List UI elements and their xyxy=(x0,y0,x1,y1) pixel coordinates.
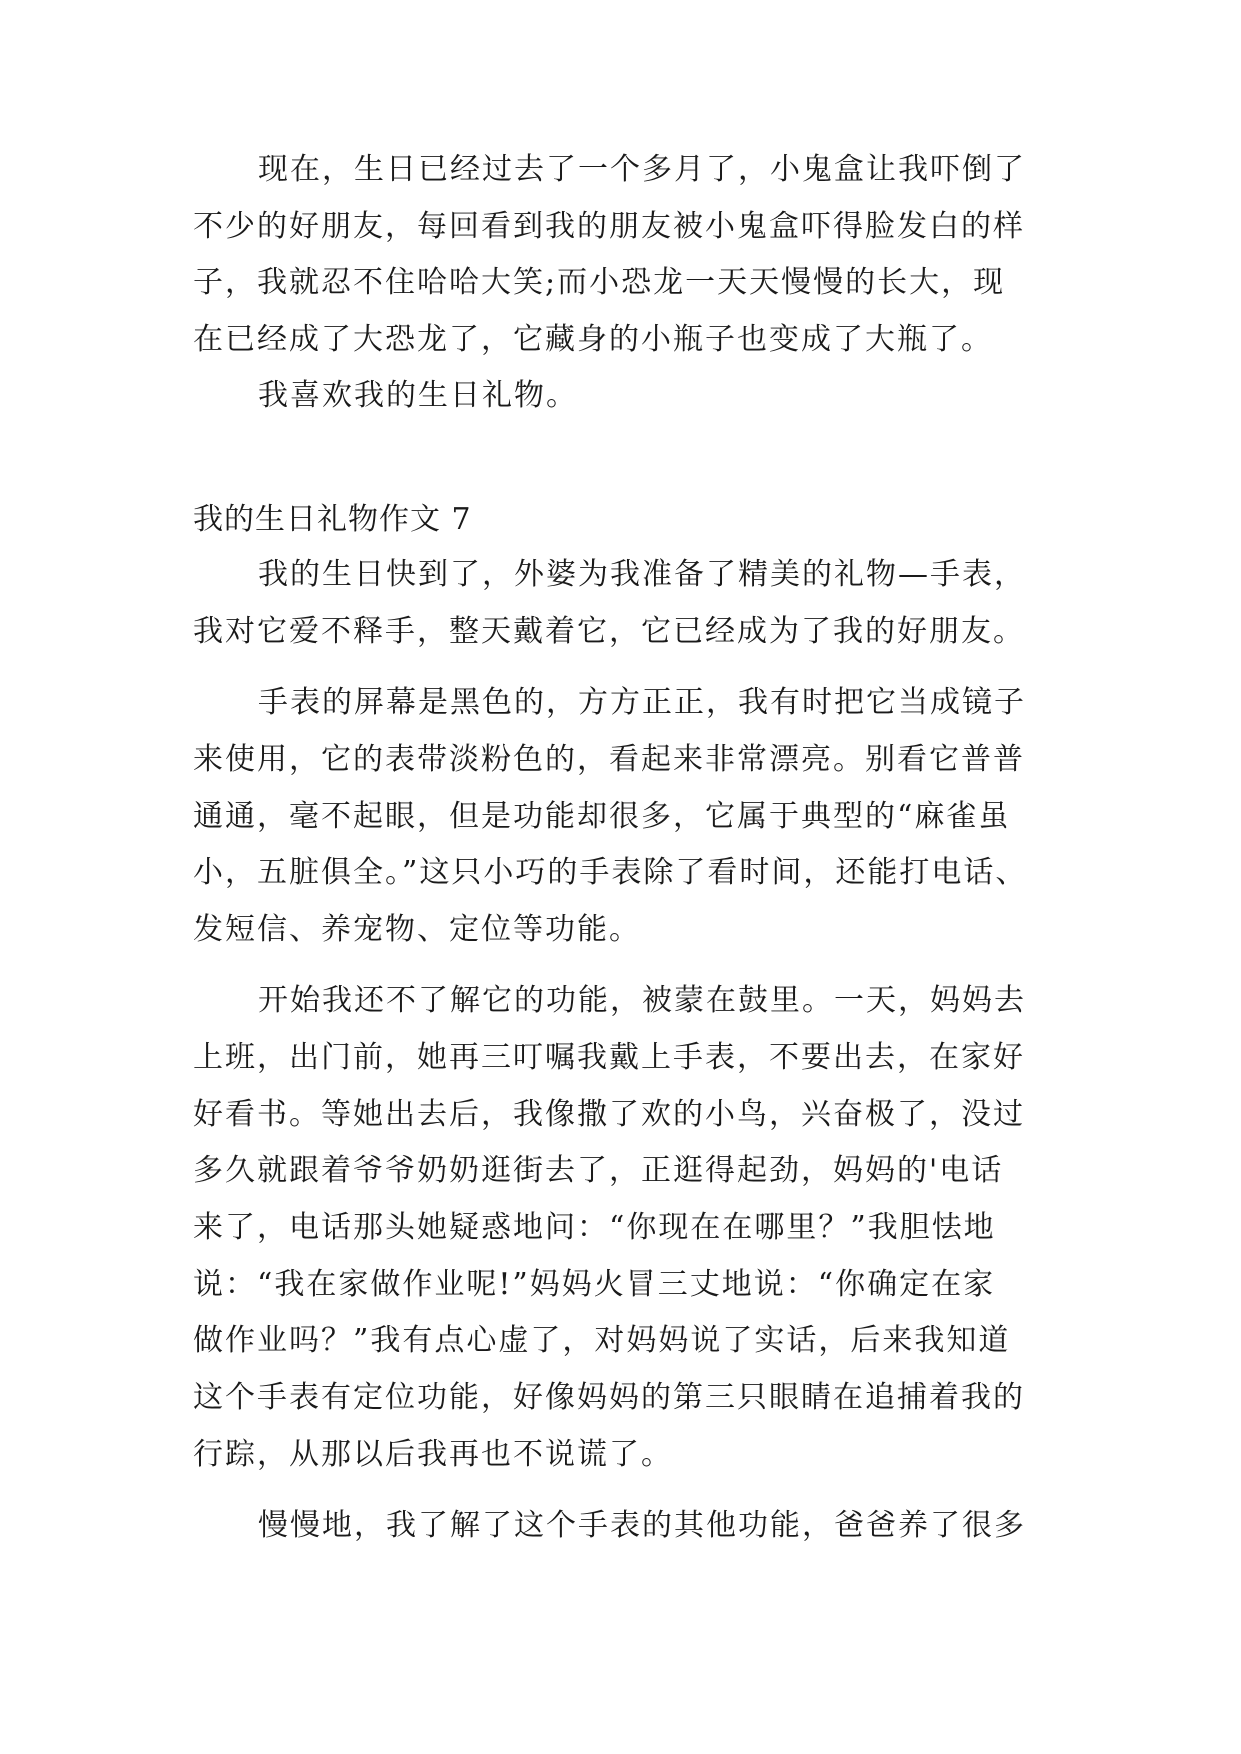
paragraph-line: 现在，生日已经过去了一个多月了，小鬼盒让我吓倒了 xyxy=(258,152,1026,187)
paragraph-line: 好看书。等她出去后，我像撒了欢的小鸟，兴奋极了，没过 xyxy=(193,1097,1025,1132)
paragraph-line: 做作业吗？”我有点心虚了，对妈妈说了实话，后来我知道 xyxy=(193,1323,1011,1358)
paragraph-line: 多久就跟着爷爷奶奶逛街去了，正逛得起劲，妈妈的'电话 xyxy=(193,1153,1004,1188)
paragraph-line: 不少的好朋友，每回看到我的朋友被小鬼盒吓得脸发白的样 xyxy=(193,209,1025,244)
paragraph-line: 来了，电话那头她疑惑地问：“你现在在哪里？”我胆怯地 xyxy=(193,1210,996,1245)
paragraph-line: 通通，毫不起眼，但是功能却很多，它属于典型的“麻雀虽 xyxy=(193,799,1011,834)
paragraph-line: 慢慢地，我了解了这个手表的其他功能，爸爸养了很多 xyxy=(258,1508,1026,1543)
paragraph-line: 手表的屏幕是黑色的，方方正正，我有时把它当成镜子 xyxy=(258,685,1026,720)
section-title: 我的生日礼物作文 7 xyxy=(193,502,472,537)
paragraph-line: 上班，出门前，她再三叮嘱我戴上手表，不要出去，在家好 xyxy=(193,1040,1025,1075)
paragraph-line: 我喜欢我的生日礼物。 xyxy=(258,378,578,413)
paragraph-line: 来使用，它的表带淡粉色的，看起来非常漂亮。别看它普普 xyxy=(193,742,1025,777)
paragraph-line: 我的生日快到了，外婆为我准备了精美的礼物—手表， xyxy=(258,557,1026,592)
paragraph-line: 开始我还不了解它的功能，被蒙在鼓里。一天，妈妈去 xyxy=(258,983,1026,1018)
paragraph-line: 发短信、养宠物、定位等功能。 xyxy=(193,912,641,947)
paragraph-line: 这个手表有定位功能，好像妈妈的第三只眼睛在追捕着我的 xyxy=(193,1380,1025,1415)
paragraph-line: 说：“我在家做作业呢!”妈妈火冒三丈地说：“你确定在家 xyxy=(193,1267,996,1302)
paragraph-line: 我对它爱不释手，整天戴着它，它已经成为了我的好朋友。 xyxy=(193,614,1025,649)
paragraph-line: 在已经成了大恐龙了，它藏身的小瓶子也变成了大瓶了。 xyxy=(193,322,993,357)
paragraph-line: 小，五脏俱全。”这只小巧的手表除了看时间，还能打电话、 xyxy=(193,855,1028,890)
paragraph-line: 子，我就忍不住哈哈大笑;而小恐龙一天天慢慢的长大，现 xyxy=(193,265,1006,300)
paragraph-line: 行踪，从那以后我再也不说谎了。 xyxy=(193,1437,673,1472)
